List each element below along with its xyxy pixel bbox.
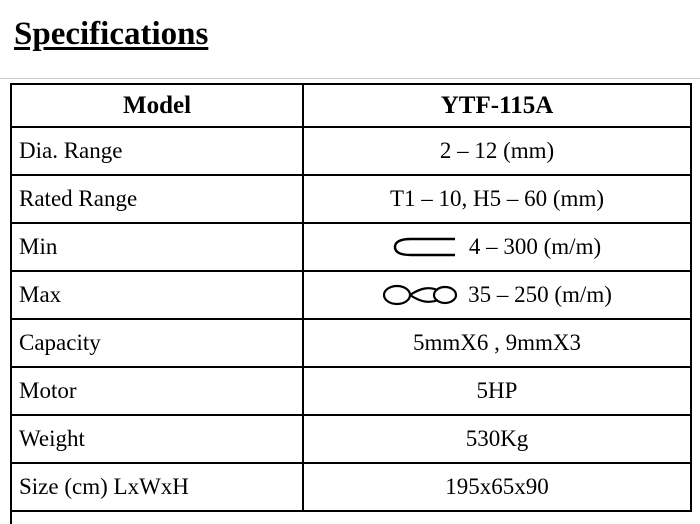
row-value: 195x65x90 <box>303 463 691 511</box>
table-bottom-edge <box>10 510 12 524</box>
row-label: Motor <box>11 367 303 415</box>
table-header-row <box>11 84 691 127</box>
table-row <box>11 127 691 175</box>
table-row <box>11 463 691 511</box>
table-row <box>11 319 691 367</box>
specifications-table <box>10 83 692 512</box>
table-row <box>11 175 691 223</box>
twisted-loop-icon <box>382 283 458 307</box>
row-label: Max <box>11 271 303 319</box>
row-value: 530Kg <box>303 415 691 463</box>
row-label: Dia. Range <box>11 127 303 175</box>
title-divider <box>0 78 700 79</box>
row-value-with-icon <box>303 223 691 271</box>
page-title: Specifications <box>14 16 209 52</box>
table-row <box>11 271 691 319</box>
table-row <box>11 223 691 271</box>
straight-loop-icon <box>393 236 459 258</box>
row-value: T1 – 10, H5 – 60 (mm) <box>303 175 691 223</box>
row-value: 5mmX6 , 9mmX3 <box>303 319 691 367</box>
row-value-text: 4 – 300 (m/m) <box>468 234 602 259</box>
row-label: Size (cm) LxWxH <box>11 463 303 511</box>
row-label: Min <box>11 223 303 271</box>
table-row <box>11 367 691 415</box>
row-label: Rated Range <box>11 175 303 223</box>
row-label: Weight <box>11 415 303 463</box>
row-value: 5HP <box>303 367 691 415</box>
table-header-label: Model <box>11 84 303 127</box>
row-label: Capacity <box>11 319 303 367</box>
row-value-text: 35 – 250 (m/m) <box>468 282 612 307</box>
row-value-with-icon <box>303 271 691 319</box>
row-value: 2 – 12 (mm) <box>303 127 691 175</box>
table-row <box>11 415 691 463</box>
table-header-value: YTF-115A <box>303 84 691 127</box>
